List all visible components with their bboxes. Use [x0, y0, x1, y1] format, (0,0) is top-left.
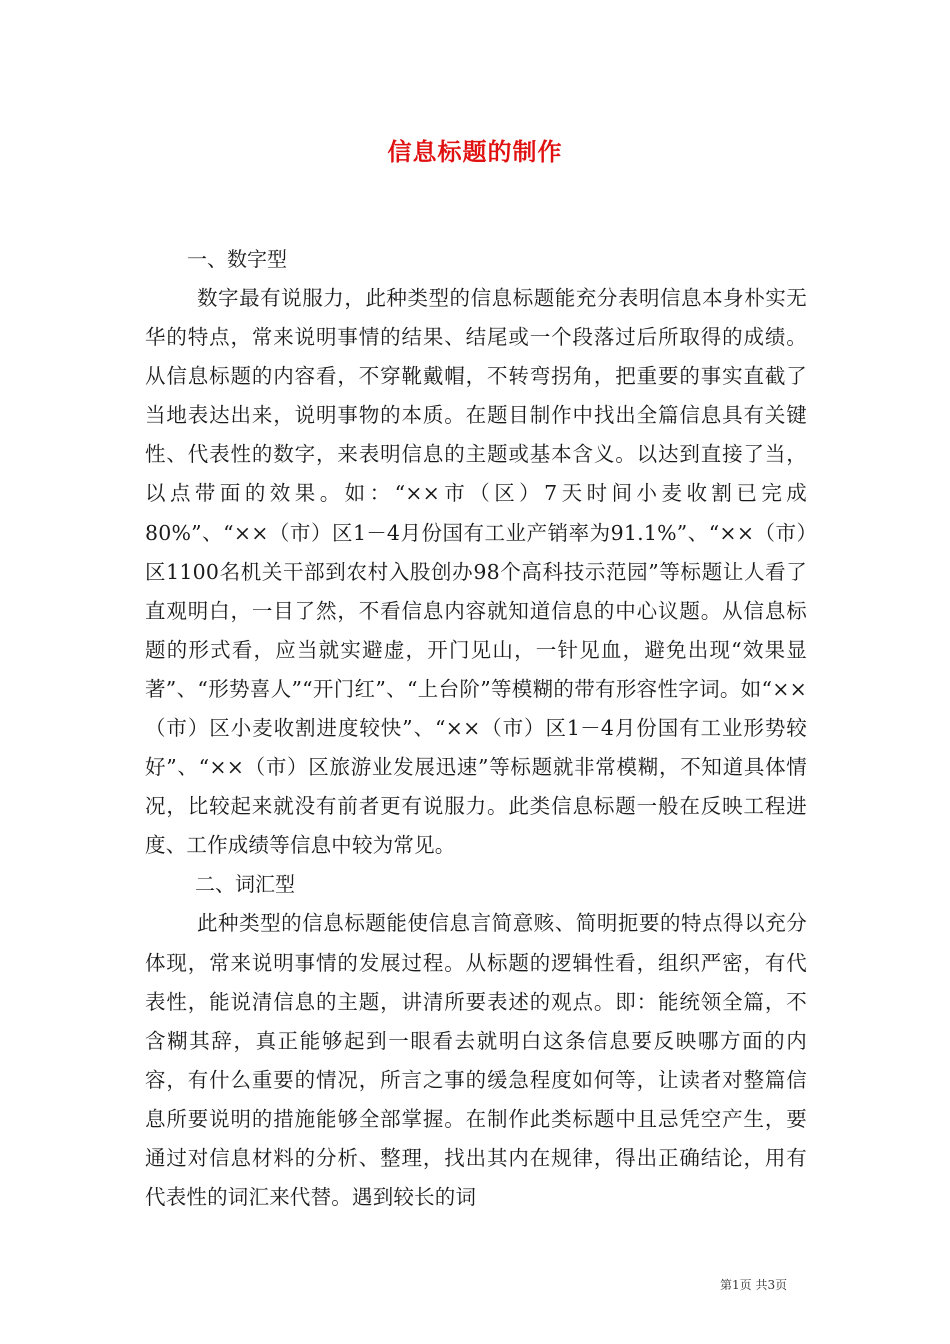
- document-body: [145, 240, 807, 1217]
- page-title: 信息标题的制作: [387, 137, 563, 166]
- section-heading-numeric: 一、数字型: [187, 247, 287, 271]
- footer-total-pages: 3: [767, 1278, 776, 1292]
- section-paragraph-vocabulary: 此种类型的信息标题能使信息言简意赅、简明扼要的特点得以充分体现，常来说明事情的发展过程。从标题的逻辑性看，组织严密，有代表性，能说清信息的主题，讲清所要表述的观点。即：能统领全篇，不含糊其辞，真正能够起到一眼看去就明白这条信息要反映哪方面的内容，有什么重要的情况，所言之事的缓急程度如何等，让读者对整篇信息所要说明的措施能够全部掌握。在制作此类标题中且忌凭空产生，要通过对信息材料的分析、整理，找出其内在规律，得出正确结论，用有代表性的词汇来代替。遇到较长的词: [145, 911, 807, 1210]
- footer-suffix: 页: [775, 1278, 788, 1292]
- section-paragraph-numeric: 数字最有说服力，此种类型的信息标题能充分表明信息本身朴实无华的特点，常来说明事情的结果、结尾或一个段落过后所取得的成绩。从信息标题的内容看，不穿靴戴帽，不转弯拐角，把重要的事实直截了当地表达出来，说明事物的本质。在题目制作中找出全篇信息具有关键性、代表性的数字，来表明信息的主题或基本含义。以达到直接了当，以点带面的效果。如：“××市（区）7天时间小麦收割已完成80%”、“××（市）区1－4月份国有工业产销率为91.1%”、“××（市）区1100名机关干部到农村入股创办98个高科技示范园”等标题让人看了直观明白，一目了然，不看信息内容就知道信息的中心议题。从信息标题的形式看，应当就实避虚，开门见山，一针见血，避免出现“效果显著”、“形势喜人”“开门红”、“上台阶”等模糊的带有形容性字词。如“××（市）区小麦收割进度较快”、“××（市）区1－4月份国有工业形势较好”、“××（市）区旅游业发展迅速”等标题就非常模糊，不知道具体情况，比较起来就没有前者更有说服力。此类信息标题一般在反映工程进度、工作成绩等信息中较为常见。: [145, 286, 807, 858]
- section-heading-vocabulary: 二、词汇型: [195, 872, 295, 897]
- page-number-footer: [720, 1276, 787, 1293]
- footer-current-page: 1: [732, 1278, 740, 1292]
- footer-middle: 页 共: [739, 1278, 768, 1292]
- footer-prefix: 第: [720, 1278, 733, 1292]
